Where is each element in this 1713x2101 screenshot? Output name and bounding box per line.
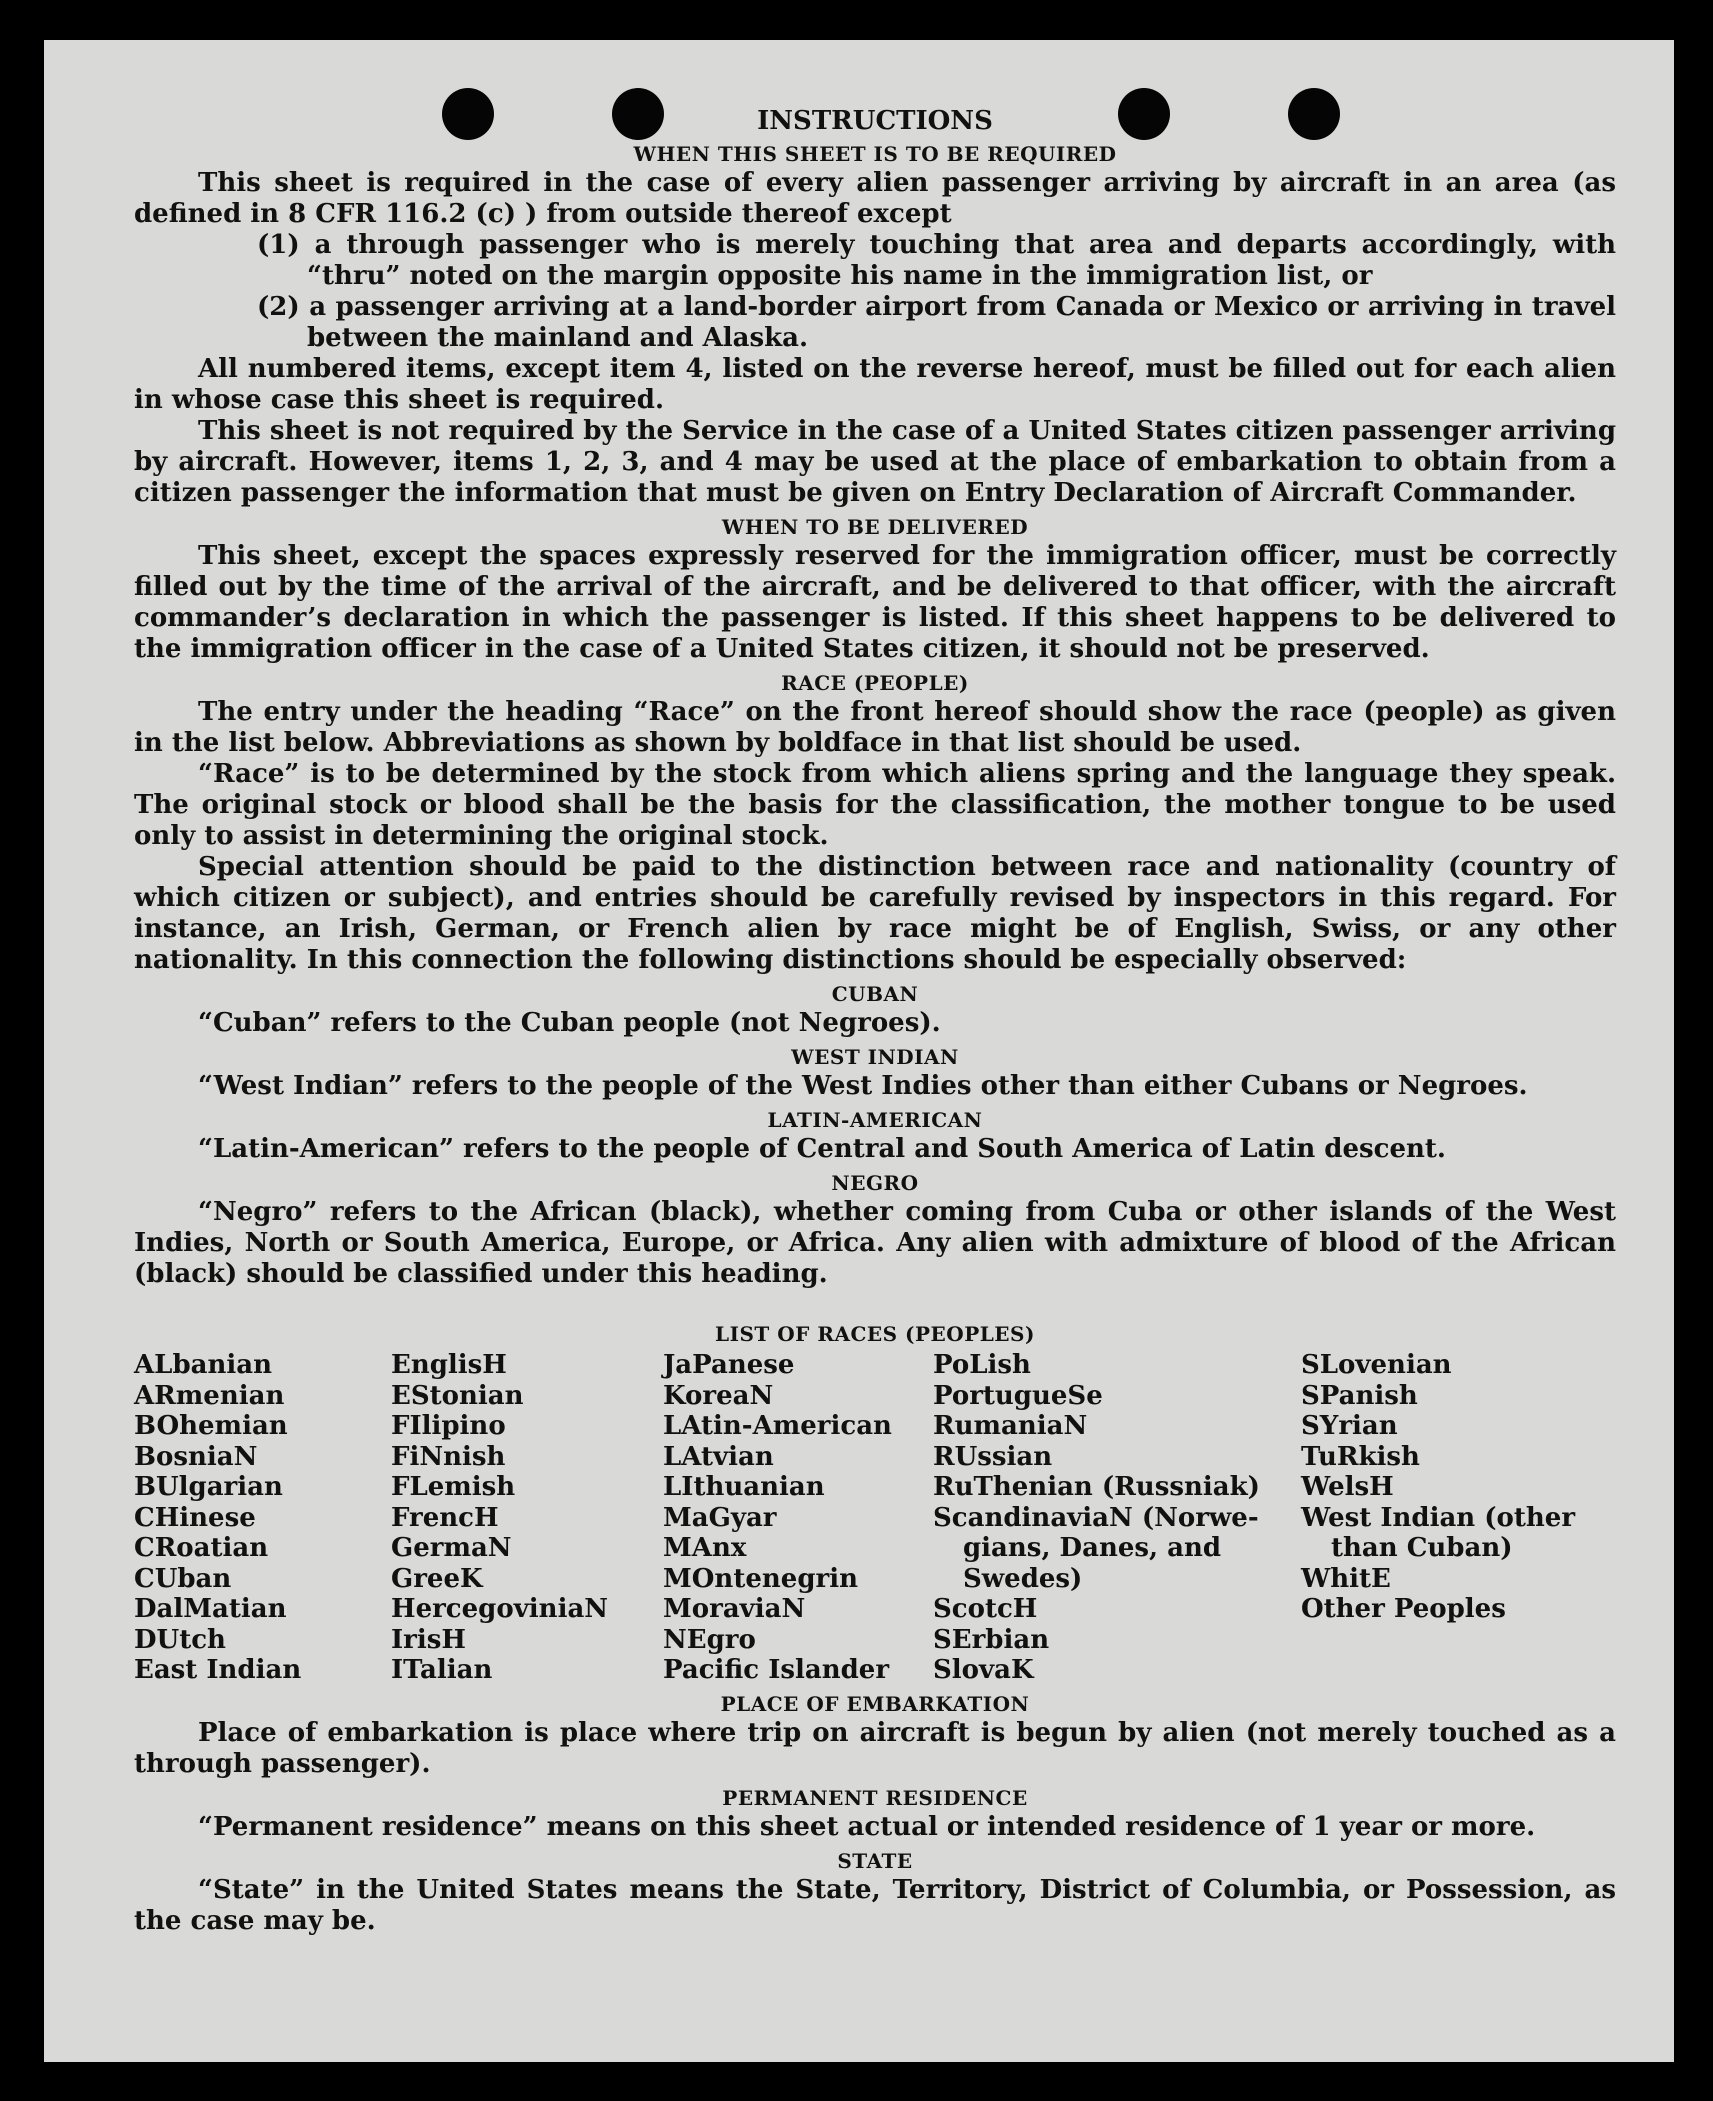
- race-item: CRoatian: [134, 1533, 269, 1563]
- race-item: FrencH: [391, 1502, 499, 1533]
- section-heading: RACE (PEOPLE): [781, 671, 969, 695]
- race-item: Other Peoples: [1301, 1594, 1506, 1624]
- definition: “West Indian” refers to the people of the West Indies other than either Cubans or Negroes.: [198, 1071, 1528, 1101]
- definition: “Negro” refers to the African (black), whether coming from Cuba or other islands of the West Indies, North or South America, Europe, or Africa. Any alien with admixture of blood of the African (black) should be classified under this heading.: [134, 1197, 1616, 1289]
- exception-item: (2) a passenger arriving at a land-border airport from Canada or Mexico or arriving in travel between the mainland and Alaska.: [257, 292, 1616, 353]
- definition: “Permanent residence” means on this sheet actual or intended residence of 1 year or more.: [198, 1811, 1536, 1842]
- races-column: [391, 1350, 663, 1686]
- race-item: SPanish: [1301, 1380, 1418, 1411]
- race-item: East Indian: [134, 1655, 302, 1685]
- paragraph: This sheet is required in the case of every alien passenger arriving by aircraft in an area (as defined in 8 CFR 116.2 (c) ) from outside thereof except: [134, 168, 1616, 229]
- race-item: ScandinaviaN (Norwe-: [933, 1502, 1259, 1533]
- race-item-continued: than Cuban): [1331, 1533, 1513, 1563]
- race-item: MaGyar: [663, 1502, 777, 1533]
- races-column: [663, 1350, 933, 1686]
- race-item: FiNnish: [391, 1441, 506, 1472]
- race-item: ScotcH: [933, 1594, 1038, 1624]
- race-item: NEgro: [663, 1624, 756, 1655]
- race-item: BOhemian: [134, 1411, 288, 1441]
- paragraph: This sheet, except the spaces expressly reserved for the immigration officer, must be correctly filled out by the time of the arrival of the aircraft, and be delivered to that officer, with the aircraft commander’s declaration in which the passenger is listed. If this sheet happens to be delivered to the immigration officer in the case of a United States citizen, it should not be preserved.: [134, 541, 1616, 664]
- definition: “State” in the United States means the State, Territory, District of Columbia, or Possession, as the case may be.: [134, 1874, 1616, 1936]
- section-heading: WHEN TO BE DELIVERED: [721, 515, 1029, 539]
- race-item: SLovenian: [1301, 1350, 1452, 1380]
- race-item: WelsH: [1301, 1472, 1394, 1502]
- race-item: LIthuanian: [663, 1472, 825, 1502]
- definition: “Latin-American” refers to the people of Central and South America of Latin descent.: [198, 1134, 1446, 1164]
- paragraph: This sheet is not required by the Service in the case of a United States citizen passenger arriving by aircraft. However, items 1, 2, 3, and 4 may be used at the place of embarkation to obtain from a citizen passenger the information that must be given on Entry Declaration of Aircraft Commander.: [134, 416, 1616, 508]
- race-item: TuRkish: [1301, 1441, 1420, 1472]
- race-item-continued: gians, Danes, and: [963, 1533, 1222, 1563]
- race-item: BosniaN: [134, 1441, 258, 1472]
- races-column: [1301, 1350, 1601, 1686]
- section-heading: LATIN-AMERICAN: [767, 1108, 983, 1132]
- section-heading: STATE: [837, 1848, 913, 1873]
- section-heading: NEGRO: [831, 1171, 919, 1195]
- race-item: KoreaN: [663, 1380, 774, 1411]
- race-item: HercegoviniaN: [391, 1594, 609, 1624]
- races-column: [933, 1350, 1301, 1686]
- race-item-continued: Swedes): [963, 1563, 1083, 1594]
- section-heading: WEST INDIAN: [791, 1045, 959, 1069]
- paragraph: All numbered items, except item 4, listed on the reverse hereof, must be filled out for each alien in whose case this sheet is required.: [134, 354, 1616, 415]
- race-item: MoraviaN: [663, 1594, 806, 1624]
- races-list: [134, 1350, 1616, 1686]
- section-heading: LIST OF RACES (PEOPLES): [715, 1322, 1035, 1346]
- page-title: INSTRUCTIONS: [757, 106, 993, 136]
- race-item: PoLish: [933, 1350, 1031, 1380]
- race-item: SErbian: [933, 1624, 1050, 1655]
- race-item: FIlipino: [391, 1411, 506, 1441]
- race-item: IrisH: [391, 1624, 466, 1655]
- definition: Place of embarkation is place where trip on aircraft is begun by alien (not merely touched as a through passenger).: [134, 1717, 1616, 1779]
- definition: “Cuban” refers to the Cuban people (not Negroes).: [198, 1008, 941, 1038]
- paragraph: The entry under the heading “Race” on the front hereof should show the race (people) as given in the list below. Abbreviations as shown by boldface in that list should be used.: [134, 697, 1616, 758]
- race-item: ARmenian: [134, 1380, 285, 1411]
- race-item: DalMatian: [134, 1594, 287, 1624]
- paragraph: “Race” is to be determined by the stock from which aliens spring and the language they speak. The original stock or blood shall be the basis for the classification, the mother tongue to be used only to assist in determining the original stock.: [134, 759, 1616, 851]
- section-heading: PLACE OF EMBARKATION: [720, 1691, 1030, 1716]
- section-heading: WHEN THIS SHEET IS TO BE REQUIRED: [633, 142, 1117, 166]
- paragraph: Special attention should be paid to the distinction between race and nationality (country of which citizen or subject), and entries should be carefully revised by inspectors in this regard. For instance, an Irish, German, or French alien by race might be of English, Swiss, or any other nationality. In this connection the following distinctions should be especially observed:: [134, 852, 1616, 975]
- document-page: [44, 40, 1674, 2062]
- race-item: LAtin-American: [663, 1411, 892, 1441]
- race-item: SlovaK: [933, 1655, 1034, 1685]
- race-item: MAnx: [663, 1533, 747, 1563]
- race-item: Pacific Islander: [663, 1655, 890, 1685]
- races-column: [134, 1350, 391, 1686]
- race-item: JaPanese: [663, 1350, 795, 1380]
- race-item: CUban: [134, 1563, 232, 1594]
- race-item: FLemish: [391, 1472, 516, 1502]
- exception-item: (1) a through passenger who is merely touching that area and departs accordingly, with “thru” noted on the margin opposite his name in the immigration list, or: [257, 230, 1616, 291]
- race-item: ITalian: [391, 1655, 493, 1685]
- race-item: EStonian: [391, 1380, 524, 1411]
- race-item: CHinese: [134, 1502, 256, 1533]
- section-heading: PERMANENT RESIDENCE: [722, 1785, 1028, 1810]
- race-item: BUlgarian: [134, 1472, 283, 1502]
- race-item: GreeK: [391, 1563, 483, 1594]
- race-item: PortugueSe: [933, 1380, 1103, 1411]
- race-item: RUssian: [933, 1441, 1053, 1472]
- section-heading: CUBAN: [831, 982, 919, 1006]
- race-item: EnglisH: [391, 1350, 507, 1380]
- race-item: LAtvian: [663, 1441, 774, 1472]
- race-item: WhitE: [1301, 1563, 1391, 1594]
- race-item: West Indian (other: [1301, 1502, 1576, 1533]
- race-item: SYrian: [1301, 1411, 1398, 1441]
- instructions-body: [134, 106, 1616, 1937]
- race-item: ALbanian: [134, 1350, 273, 1380]
- race-item: RumaniaN: [933, 1411, 1088, 1441]
- race-item: DUtch: [134, 1624, 226, 1655]
- race-item: RuThenian (Russniak): [933, 1472, 1260, 1502]
- race-item: MOntenegrin: [663, 1563, 858, 1594]
- race-item: GermaN: [391, 1533, 512, 1563]
